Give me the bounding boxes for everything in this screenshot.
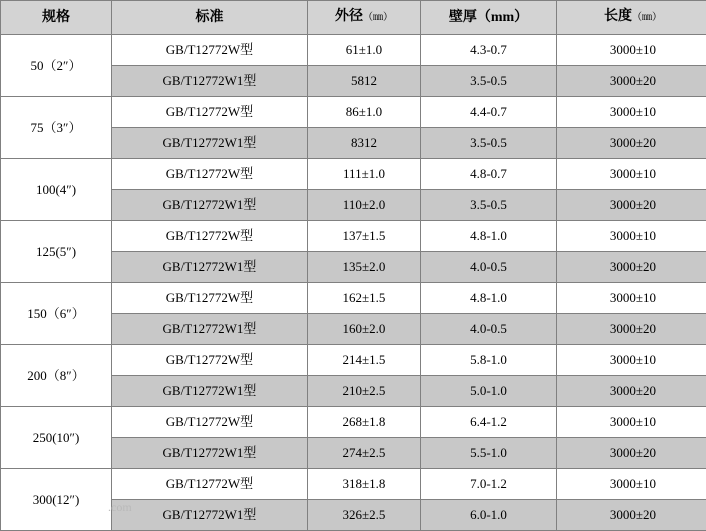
standard-cell: GB/T12772W1型 [112, 252, 308, 283]
wall-thickness-cell: 6.0-1.0 [421, 500, 557, 531]
standard-cell: GB/T12772W1型 [112, 314, 308, 345]
header-wall-thickness-label: 壁厚（mm） [449, 10, 528, 25]
standard-cell: GB/T12772W型 [112, 221, 308, 252]
table-row [1, 407, 706, 438]
header-standard-label: 标准 [196, 10, 224, 25]
length-cell: 3000±20 [557, 252, 706, 283]
spec-cell: 75（3″） [1, 97, 112, 159]
header-spec [1, 1, 112, 35]
header-row [1, 1, 706, 35]
length-cell: 3000±20 [557, 66, 706, 97]
wall-thickness-cell: 7.0-1.2 [421, 469, 557, 500]
outer-diameter-cell: 214±1.5 [308, 345, 421, 376]
length-cell: 3000±10 [557, 407, 706, 438]
spec-cell: 100(4″) [1, 159, 112, 221]
outer-diameter-cell: 137±1.5 [308, 221, 421, 252]
standard-cell: GB/T12772W1型 [112, 438, 308, 469]
wall-thickness-cell: 4.8-1.0 [421, 283, 557, 314]
wall-thickness-cell: 3.5-0.5 [421, 128, 557, 159]
standard-cell: GB/T12772W1型 [112, 66, 308, 97]
length-cell: 3000±10 [557, 283, 706, 314]
table-row [1, 345, 706, 376]
header-outer-diameter-unit: （㎜） [363, 12, 393, 23]
standard-cell: GB/T12772W型 [112, 159, 308, 190]
length-cell: 3000±20 [557, 438, 706, 469]
spec-cell: 200（8″） [1, 345, 112, 407]
spec-cell: 50（2″） [1, 35, 112, 97]
standard-cell: GB/T12772W型 [112, 97, 308, 128]
length-cell: 3000±20 [557, 376, 706, 407]
outer-diameter-cell: 160±2.0 [308, 314, 421, 345]
outer-diameter-cell: 8312 [308, 128, 421, 159]
header-outer-diameter [308, 1, 421, 35]
length-cell: 3000±20 [557, 190, 706, 221]
outer-diameter-cell: 318±1.8 [308, 469, 421, 500]
table-row [1, 97, 706, 128]
standard-cell: GB/T12772W型 [112, 283, 308, 314]
table-row [1, 469, 706, 500]
standard-cell: GB/T12772W型 [112, 407, 308, 438]
outer-diameter-cell: 326±2.5 [308, 500, 421, 531]
wall-thickness-cell: 4.8-1.0 [421, 221, 557, 252]
length-cell: 3000±10 [557, 97, 706, 128]
length-cell: 3000±20 [557, 128, 706, 159]
outer-diameter-cell: 162±1.5 [308, 283, 421, 314]
spec-cell: 250(10″) [1, 407, 112, 469]
outer-diameter-cell: 5812 [308, 66, 421, 97]
outer-diameter-cell: 110±2.0 [308, 190, 421, 221]
length-cell: 3000±20 [557, 500, 706, 531]
table-header [1, 1, 706, 35]
wall-thickness-cell: 3.5-0.5 [421, 190, 557, 221]
length-cell: 3000±10 [557, 221, 706, 252]
wall-thickness-cell: 4.8-0.7 [421, 159, 557, 190]
wall-thickness-cell: 5.0-1.0 [421, 376, 557, 407]
outer-diameter-cell: 61±1.0 [308, 35, 421, 66]
wall-thickness-cell: 4.0-0.5 [421, 252, 557, 283]
watermark-text: .com [108, 500, 132, 515]
length-cell: 3000±10 [557, 345, 706, 376]
header-length-label: 长度 [604, 9, 632, 24]
header-length-unit: （㎜） [632, 12, 662, 23]
standard-cell: GB/T12772W1型 [112, 500, 308, 531]
standard-cell: GB/T12772W1型 [112, 376, 308, 407]
header-spec-label: 规格 [42, 10, 70, 25]
spec-cell: 300(12″) [1, 469, 112, 531]
length-cell: 3000±10 [557, 469, 706, 500]
table-row [1, 283, 706, 314]
table-row [1, 35, 706, 66]
outer-diameter-cell: 135±2.0 [308, 252, 421, 283]
wall-thickness-cell: 5.5-1.0 [421, 438, 557, 469]
standard-cell: GB/T12772W1型 [112, 190, 308, 221]
spec-cell: 125(5″) [1, 221, 112, 283]
standard-cell: GB/T12772W1型 [112, 128, 308, 159]
wall-thickness-cell: 5.8-1.0 [421, 345, 557, 376]
wall-thickness-cell: 4.4-0.7 [421, 97, 557, 128]
table-body [1, 35, 706, 531]
length-cell: 3000±10 [557, 159, 706, 190]
outer-diameter-cell: 210±2.5 [308, 376, 421, 407]
spec-cell: 150（6″） [1, 283, 112, 345]
wall-thickness-cell: 6.4-1.2 [421, 407, 557, 438]
table-row [1, 221, 706, 252]
header-standard [112, 1, 308, 35]
header-wall-thickness [421, 1, 557, 35]
standard-cell: GB/T12772W型 [112, 469, 308, 500]
standard-cell: GB/T12772W型 [112, 35, 308, 66]
wall-thickness-cell: 4.3-0.7 [421, 35, 557, 66]
outer-diameter-cell: 86±1.0 [308, 97, 421, 128]
header-length [557, 1, 706, 35]
wall-thickness-cell: 3.5-0.5 [421, 66, 557, 97]
outer-diameter-cell: 274±2.5 [308, 438, 421, 469]
header-outer-diameter-label: 外径 [335, 9, 363, 24]
standard-cell: GB/T12772W型 [112, 345, 308, 376]
outer-diameter-cell: 268±1.8 [308, 407, 421, 438]
outer-diameter-cell: 111±1.0 [308, 159, 421, 190]
wall-thickness-cell: 4.0-0.5 [421, 314, 557, 345]
length-cell: 3000±20 [557, 314, 706, 345]
length-cell: 3000±10 [557, 35, 706, 66]
table-row [1, 159, 706, 190]
